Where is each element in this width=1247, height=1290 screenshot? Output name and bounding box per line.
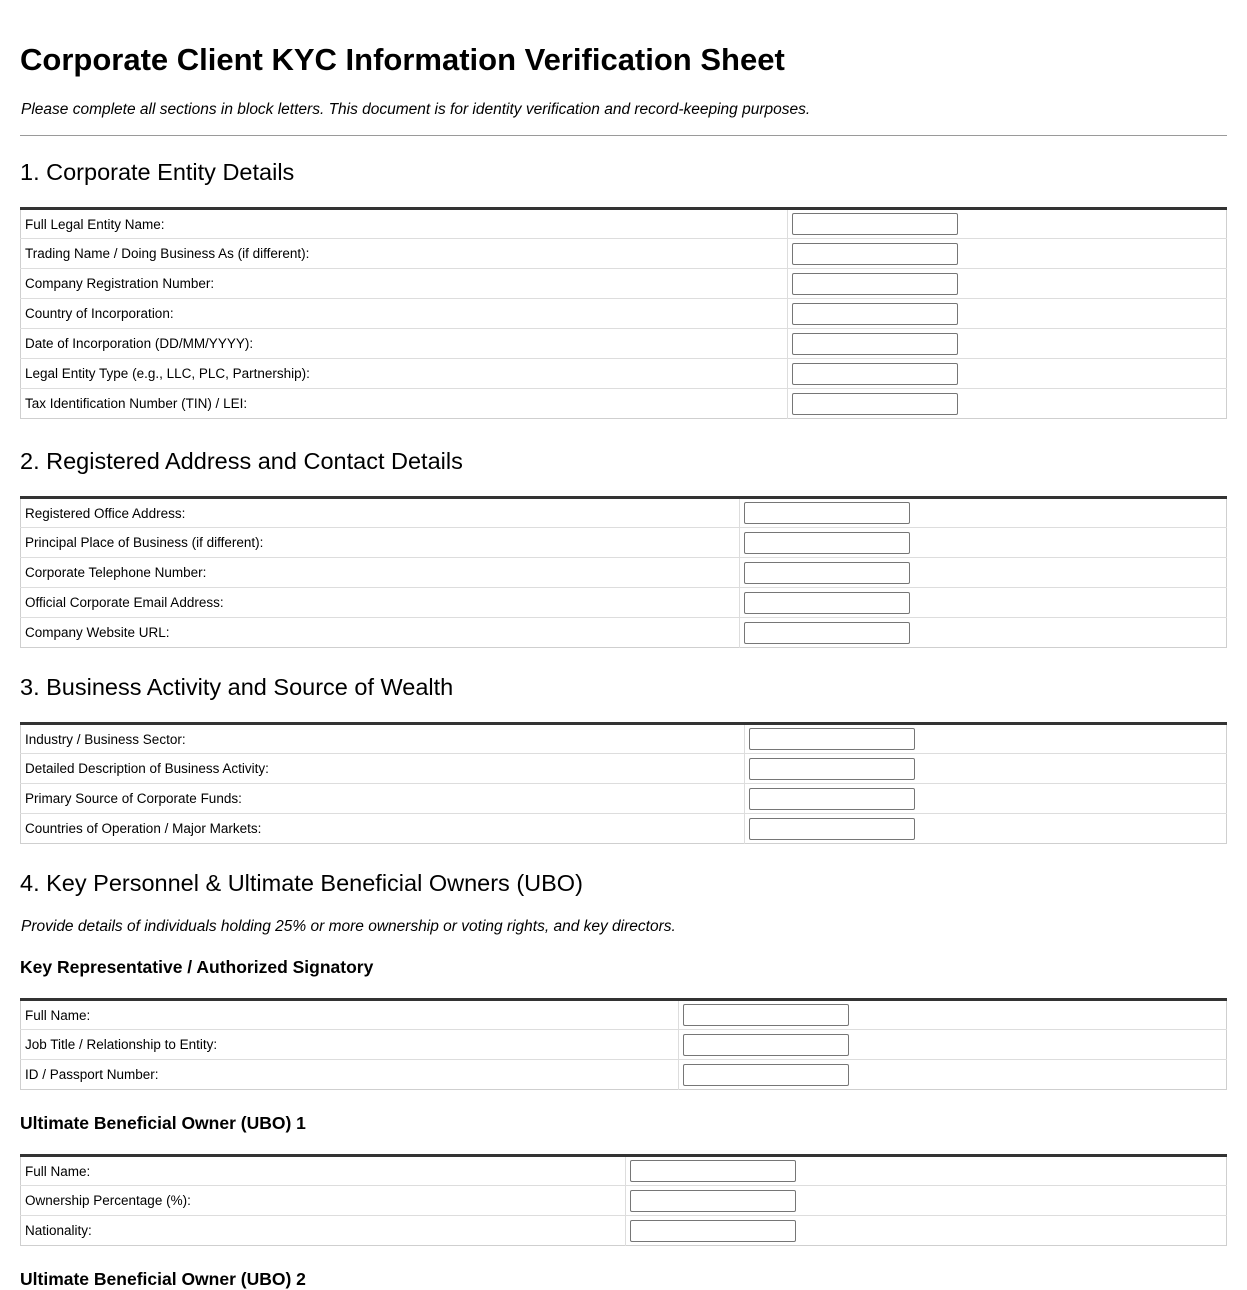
field-label: Company Registration Number: xyxy=(21,269,788,299)
subsection-heading-ubo-2: Ultimate Beneficial Owner (UBO) 2 xyxy=(20,1269,306,1289)
field-label: Full Name: xyxy=(21,1156,626,1186)
table-row xyxy=(21,618,1227,648)
field-label: Registered Office Address: xyxy=(21,498,740,528)
field-label: Principal Place of Business (if different): xyxy=(21,528,740,558)
field-label: ID / Passport Number: xyxy=(21,1060,679,1090)
registered-address-input[interactable] xyxy=(744,502,910,524)
table-row xyxy=(21,1186,1227,1216)
legal-entity-name-input[interactable] xyxy=(792,213,958,235)
ubo-1-table xyxy=(20,1154,1227,1246)
legal-entity-type-input[interactable] xyxy=(792,363,958,385)
table-row xyxy=(21,754,1227,784)
table-row xyxy=(21,784,1227,814)
field-label: Tax Identification Number (TIN) / LEI: xyxy=(21,389,788,419)
field-label: Full Legal Entity Name: xyxy=(21,209,788,239)
ubo-1-nationality-input[interactable] xyxy=(630,1220,796,1242)
field-label: Corporate Telephone Number: xyxy=(21,558,740,588)
field-label: Job Title / Relationship to Entity: xyxy=(21,1030,679,1060)
field-label: Ownership Percentage (%): xyxy=(21,1186,626,1216)
source-of-funds-input[interactable] xyxy=(749,788,915,810)
business-activity-table xyxy=(20,722,1227,844)
address-contact-table xyxy=(20,496,1227,648)
representative-full-name-input[interactable] xyxy=(683,1004,849,1026)
industry-input[interactable] xyxy=(749,728,915,750)
field-label: Company Website URL: xyxy=(21,618,740,648)
subsection-heading-ubo-1: Ultimate Beneficial Owner (UBO) 1 xyxy=(20,1113,306,1133)
table-row xyxy=(21,1156,1227,1186)
key-representative-table xyxy=(20,998,1227,1090)
table-row xyxy=(21,269,1227,299)
subsection-heading-key-representative: Key Representative / Authorized Signatory xyxy=(20,957,374,977)
section-heading-entity-details: 1. Corporate Entity Details xyxy=(20,159,295,185)
entity-details-table xyxy=(20,207,1227,419)
field-label: Country of Incorporation: xyxy=(21,299,788,329)
table-row xyxy=(21,1000,1227,1030)
table-row xyxy=(21,389,1227,419)
trading-name-input[interactable] xyxy=(792,243,958,265)
table-row xyxy=(21,209,1227,239)
tax-id-input[interactable] xyxy=(792,393,958,415)
table-row xyxy=(21,1216,1227,1246)
table-row xyxy=(21,558,1227,588)
website-input[interactable] xyxy=(744,622,910,644)
table-row xyxy=(21,498,1227,528)
registration-number-input[interactable] xyxy=(792,273,958,295)
intro-text: Please complete all sections in block letters. This document is for identity verification and record-keeping purposes. xyxy=(21,101,811,118)
header-divider xyxy=(20,135,1227,136)
table-row xyxy=(21,814,1227,844)
section-heading-business-activity: 3. Business Activity and Source of Wealth xyxy=(20,674,454,700)
telephone-input[interactable] xyxy=(744,562,910,584)
field-label: Countries of Operation / Major Markets: xyxy=(21,814,745,844)
table-row xyxy=(21,239,1227,269)
section-heading-key-personnel: 4. Key Personnel & Ultimate Beneficial Owners (UBO) xyxy=(20,870,583,896)
field-label: Official Corporate Email Address: xyxy=(21,588,740,618)
ubo-1-full-name-input[interactable] xyxy=(630,1160,796,1182)
table-row xyxy=(21,329,1227,359)
table-row xyxy=(21,359,1227,389)
date-of-incorporation-input[interactable] xyxy=(792,333,958,355)
field-label: Trading Name / Doing Business As (if different): xyxy=(21,239,788,269)
table-row xyxy=(21,724,1227,754)
table-row xyxy=(21,299,1227,329)
representative-id-number-input[interactable] xyxy=(683,1064,849,1086)
ubo-1-ownership-percentage-input[interactable] xyxy=(630,1190,796,1212)
country-of-incorporation-input[interactable] xyxy=(792,303,958,325)
field-label: Full Name: xyxy=(21,1000,679,1030)
table-row xyxy=(21,1060,1227,1090)
field-label: Industry / Business Sector: xyxy=(21,724,745,754)
table-row xyxy=(21,1030,1227,1060)
principal-place-input[interactable] xyxy=(744,532,910,554)
business-description-input[interactable] xyxy=(749,758,915,780)
field-label: Primary Source of Corporate Funds: xyxy=(21,784,745,814)
field-label: Nationality: xyxy=(21,1216,626,1246)
field-label: Date of Incorporation (DD/MM/YYYY): xyxy=(21,329,788,359)
email-input[interactable] xyxy=(744,592,910,614)
section-note: Provide details of individuals holding 25% or more ownership or voting rights, and key directors. xyxy=(21,918,676,935)
table-row xyxy=(21,588,1227,618)
page-title: Corporate Client KYC Information Verification Sheet xyxy=(20,42,785,77)
field-label: Detailed Description of Business Activity: xyxy=(21,754,745,784)
table-row xyxy=(21,528,1227,558)
section-heading-address-contact: 2. Registered Address and Contact Details xyxy=(20,448,463,474)
field-label: Legal Entity Type (e.g., LLC, PLC, Partnership): xyxy=(21,359,788,389)
countries-of-operation-input[interactable] xyxy=(749,818,915,840)
representative-job-title-input[interactable] xyxy=(683,1034,849,1056)
